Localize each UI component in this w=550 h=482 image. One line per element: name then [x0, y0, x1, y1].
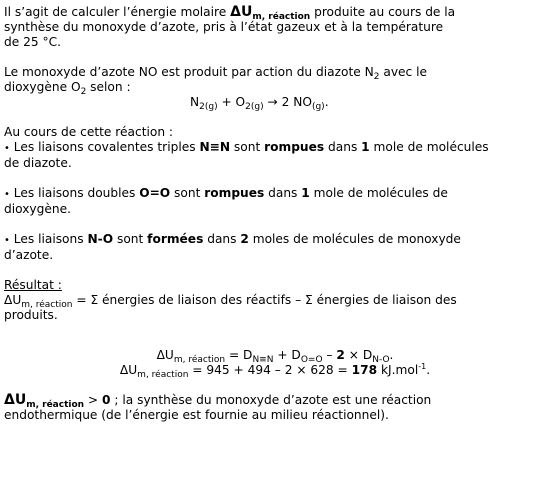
superscript: -1 [418, 362, 427, 371]
du-symbol: ΔU [156, 348, 174, 362]
bullet-text: Les liaisons covalentes triples [9, 140, 200, 154]
intro-text: Il s’agit de calculer l’énergie molaire [4, 5, 231, 19]
result-heading: Résultat : [4, 278, 62, 292]
bullet-item [4, 186, 546, 217]
bullet-text: moles de molécules de monoxyde [248, 232, 461, 246]
equation-text: = 945 + 494 – 2 × 628 = [188, 363, 352, 377]
subscript: m, réaction [173, 355, 226, 365]
equation-text: + D [273, 348, 301, 362]
bullet-icon: • [4, 143, 10, 154]
coefficient: 2 [336, 348, 345, 362]
bullet-text: mole de molécules de [309, 186, 448, 200]
result-formula [4, 293, 546, 323]
intro-text: synthèse du monoxyde d’azote, pris à l’état gazeux et à la température [4, 20, 444, 34]
du-symbol: ΔU [4, 293, 22, 307]
subscript: m, réaction [21, 300, 73, 310]
bullet-item [4, 140, 546, 171]
bullet-text: d’azote. [4, 248, 54, 262]
bullet-icon: • [4, 235, 10, 246]
subscript: 2(g) [245, 102, 264, 112]
subscript: m, réaction [26, 400, 85, 410]
result-equation-symbolic [4, 348, 546, 363]
equation-text: – [322, 348, 337, 362]
bullet-text: mole de molécules [369, 140, 489, 154]
bullet-icon: • [4, 189, 10, 200]
production-text: Le monoxyde d’azote NO est produit par action du diazote N [4, 65, 374, 79]
conclusion-paragraph [4, 393, 546, 423]
formula-text: produits. [4, 308, 58, 322]
conclusion-text: endothermique (de l’énergie est fournie au milieu réactionnel). [4, 408, 389, 422]
subscript: 2 [80, 87, 87, 97]
equation-text: . [426, 363, 431, 377]
production-text: selon : [86, 80, 131, 94]
mole-count: 1 [361, 140, 370, 154]
unit-text: kJ.mol [377, 363, 419, 377]
bullet-text: Les liaisons doubles [9, 186, 140, 200]
subscript: N≡N [252, 355, 274, 365]
bullet-item [4, 232, 546, 263]
bond-action: rompues [264, 140, 325, 154]
intro-text: de 25 °C. [4, 35, 61, 49]
equation-text: × D [344, 348, 373, 362]
du-symbol: ΔU [119, 363, 138, 377]
bullet-text: sont [230, 140, 265, 154]
bullet-text: Les liaisons [9, 232, 88, 246]
conclusion-text: ; la synthèse du monoxyde d’azote est une réaction [110, 393, 432, 407]
result-value: 178 [351, 363, 378, 377]
bond-label: N≡N [199, 140, 231, 154]
result-equation-numeric [4, 363, 546, 378]
production-text: avec le [379, 65, 427, 79]
equation-text: N [190, 95, 200, 109]
zero-value: 0 [102, 393, 111, 407]
equation-text: → 2 NO [263, 95, 312, 109]
bond-label: N-O [87, 232, 114, 246]
mole-count: 1 [301, 186, 310, 200]
subscript: 2 [373, 72, 380, 82]
subscript: N-O [372, 355, 390, 365]
chemical-equation [4, 95, 546, 110]
equation-text: . [324, 95, 329, 109]
intro-paragraph [4, 5, 546, 50]
equation-text: + O [217, 95, 246, 109]
equation-text: = D [225, 348, 253, 362]
subscript: 2(g) [199, 102, 218, 112]
subscript: O=O [300, 355, 323, 365]
mole-count: 2 [240, 232, 249, 246]
formula-text: = Σ énergies de liaison des réactifs – Σ énergies de liaison des [72, 293, 457, 307]
conclusion-text: > [84, 393, 103, 407]
du-symbol: ΔU [4, 392, 27, 408]
production-text: dioxygène O [4, 80, 81, 94]
bullet-text: dans [203, 232, 241, 246]
subscript: (g) [311, 102, 325, 112]
intro-text: produite au cours de la [310, 5, 456, 19]
bond-label: O=O [139, 186, 171, 200]
subscript: m, réaction [137, 370, 189, 380]
equation-text: . [389, 348, 394, 362]
bullet-text: sont [170, 186, 205, 200]
document-body [4, 5, 546, 423]
du-subscript: m, réaction [252, 12, 311, 22]
bullet-text: dans [324, 140, 362, 154]
du-symbol: ΔU [230, 4, 253, 20]
bullet-text: dans [264, 186, 302, 200]
bond-action: formées [147, 232, 204, 246]
bullet-text: de diazote. [4, 156, 72, 170]
production-paragraph [4, 65, 546, 95]
reaction-heading: Au cours de cette réaction : [4, 125, 174, 139]
bullet-text: dioxygène. [4, 202, 71, 216]
bullet-text: sont [113, 232, 148, 246]
bond-action: rompues [204, 186, 265, 200]
